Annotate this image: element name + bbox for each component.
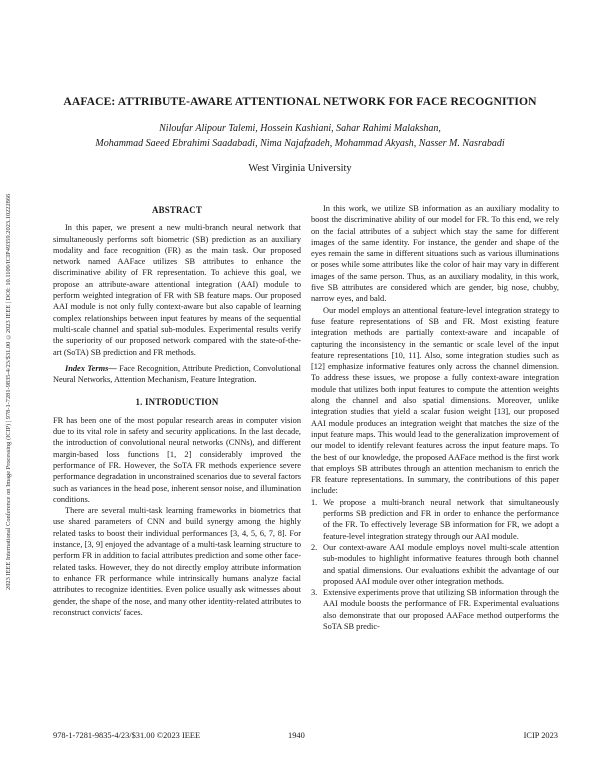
index-terms-label: Index Terms— bbox=[65, 363, 117, 373]
abstract-heading: ABSTRACT bbox=[152, 205, 202, 215]
author-line-2: Mohammad Saeed Ebrahimi Saadabadi, Nima Najafzadeh, Mohammad Akyash, Nasser M. Nasrabadi bbox=[95, 137, 505, 149]
page-number: 1940 bbox=[288, 731, 305, 740]
abstract-text: In this paper, we present a new multi-branch neural network that simultaneously performs soft biometric (SB) prediction as an auxiliary modality and face recognition (FR) as the main task. Our proposed network named AAFace utilizes SB attributes to enhance the discriminative ability of FR representation. To achieve this goal, we propose an attribute-aware attentional integration (AAI) module to perform weighted integration of FR with SB feature maps. Our proposed AAI module is not only fully context-aware but also capable of learning complex relationships between input features by means of the sequential multi-scale channel and spatial sub-modules. Experimental results verify the superiority of our proposed network compared with the state-of-the-art (SoTA) SB prediction and FR methods. bbox=[53, 223, 301, 357]
right-column bbox=[311, 203, 559, 632]
list-item-text: Extensive experiments prove that utilizing SB information through the AAI module boosts the performance of FR. Experimental evaluations also demonstrate that our proposed AAFace method outperforms the SoTA SB predic- bbox=[323, 588, 559, 631]
left-column bbox=[53, 201, 301, 618]
intro-paragraph-3: In this work, we utilize SB information as an auxiliary modality to boost the discriminative ability of our model for FR. To this end, we rely on the facial attributes of a subject which stay the same for different images of the same identity. For instance, the gender and shape of the eyes remain the same in different situations such as various illuminations or poses while some attributes like the color of hair may vary in different images of the same person. Thus, as an auxiliary modality, in this work, five SB attributes are considered which are gender, big nose, chubby, narrow eyes, and bald. bbox=[311, 204, 559, 304]
list-item-text: Our context-aware AAI module employs novel multi-scale attention sub-modules to highlight informative features through both channel and spatial dimensions. Our evaluations exhibit the advantage of our proposed AAI module over other integration methods. bbox=[323, 542, 559, 586]
side-margin-citation: 2023 IEEE International Conference on Image Processing (ICIP) | 978-1-7281-9835-4/23/$31.00 ©2023 IEEE | DOI: 10.1109/ICIP49359.2023.10222866 bbox=[5, 193, 12, 590]
index-terms-text: Face Recognition, Attribute Prediction, Convolutional Neural Networks, Attention Mechanism, Feature Integration. bbox=[53, 363, 301, 385]
introduction-heading: 1. INTRODUCTION bbox=[135, 397, 219, 408]
list-item bbox=[311, 542, 559, 587]
list-item-number: 3. bbox=[311, 588, 318, 598]
footer-copyright: 978-1-7281-9835-4/23/$31.00 ©2023 IEEE bbox=[53, 731, 201, 740]
intro-paragraph-2: There are several multi-task learning frameworks in biometrics that use shared parameters of CNN and build synergy among the highly related tasks to boost their individual performances [3, 4, 5, 6, 7, 8]. For instance, [3, 9] enjoyed the advantage of a multi-task learning structure to perform FR in addition to facial attributes prediction and some other face-related tasks. However, they do not directly employ attribute information to enhance FR performance while intrinsically humans analyze facial attributes to recognize identities. Even police usually ask witnesses about gender, the shape of the nose, and many other identity-related attributes to reconstruct convicts' faces. bbox=[53, 506, 301, 617]
author-line-1: Niloufar Alipour Talemi, Hossein Kashiani, Sahar Rahimi Malakshan, bbox=[159, 123, 441, 134]
footer-conference: ICIP 2023 bbox=[523, 731, 558, 740]
affiliation: West Virginia University bbox=[248, 163, 352, 174]
list-item-number: 2. bbox=[311, 542, 318, 552]
intro-paragraph-1: FR has been one of the most popular research areas in computer vision due to its vital role in safety and security applications. In the last decade, the introduction of convolutional neural networks (CNNs), and different margin-based loss functions [1, 2] considerably improved the performance of FR. However, the SoTA FR methods experience severe performance degradation in unconstrained scenarios due to several factors such as variances in the head pose, inherent sensor noise, and illumination conditions. bbox=[53, 415, 301, 504]
contributions-list bbox=[311, 497, 559, 633]
intro-paragraph-4: Our model employs an attentional feature-level integration strategy to fuse feature representations of SB and FR. Most existing feature integration methods are partially context-aware and incapable of capturing the inconsistency in the semantic or scale level of the input feature representations [10, 11]. Also, some integration studies such as [12] emphasize informative features only across the channel dimension. To address these issues, we propose a fully context-aware integration module that utilizes both input features to compute the attention weights along the channel and also spatial dimensions. Moreover, unlike integration studies that yield a scalar fusion weight [13], our proposed AAI module produces an integration weight that matches the size of the input feature maps. This would lead to the generalization improvement of our model to identify relevant features across the input feature maps. To the best of our knowledge, the proposed AAFace method is the first work that employs SB attributes through an attention mechanism to enrich the FR feature representations. In summary, the contributions of this paper include: bbox=[311, 305, 559, 496]
author-list bbox=[40, 122, 560, 151]
index-terms bbox=[53, 363, 301, 386]
list-item-text: We propose a multi-branch neural network that simultaneously performs SB prediction and FR in order to enhance the performance of the FR. To effectively leverage SB information for FR, we adopt a feature-level integration strategy through our AAI module. bbox=[323, 497, 559, 541]
paper-title: AAFACE: ATTRIBUTE-AWARE ATTENTIONAL NETWORK FOR FACE RECOGNITION bbox=[63, 95, 537, 108]
list-item-number: 1. bbox=[311, 497, 318, 507]
list-item bbox=[311, 497, 559, 542]
list-item bbox=[311, 587, 559, 632]
